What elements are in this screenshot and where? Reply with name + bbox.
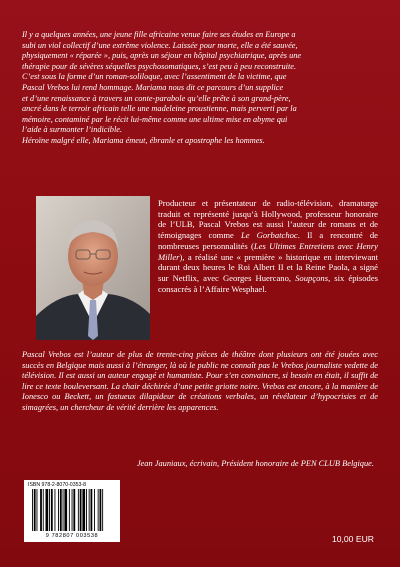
barcode-bar <box>91 489 93 531</box>
barcode-bar <box>78 489 79 531</box>
synopsis <box>22 30 378 147</box>
barcode-bar <box>64 489 67 531</box>
barcode-bar <box>60 489 62 531</box>
barcode-bar <box>102 489 103 531</box>
barcode-bar <box>98 489 99 531</box>
bio-text: ), a réalisé une « première » historique en interviewant durant deux heures le Roi Albert II et la Reine Paola, a signé sur Netflix, avec Georges Huercano, <box>158 251 378 283</box>
synopsis-line: Héroïne malgré elle, Mariama émeut, ébranle et apostrophe les hommes. <box>22 135 265 145</box>
barcode-bar <box>72 489 73 531</box>
barcode-bar <box>58 489 59 531</box>
author-photo <box>36 196 150 340</box>
barcode-bar <box>89 489 90 531</box>
barcode-bar <box>32 489 33 531</box>
bio-book-title: Le Gorbatchoc <box>240 230 298 241</box>
barcode-bar <box>49 489 50 531</box>
barcode-bar <box>63 489 64 531</box>
bio-book-title: Les Ultimes Entretiens avec Henry Miller <box>158 240 378 262</box>
quote-signature: Jean Jauniaux, écrivain, Président honoraire de PEN CLUB Belgique. <box>136 459 374 468</box>
barcode-bar <box>86 489 87 531</box>
barcode-bar <box>69 489 70 531</box>
synopsis-line: physiquement « réparée », puis, après un séjour en hôpital psychiatrique, après une <box>22 51 302 61</box>
barcode-bar <box>80 489 82 531</box>
barcode-bar <box>94 489 95 531</box>
author-bio <box>158 198 378 294</box>
bio-text: Producteur et présentateur de radio-télévision, dramaturge traduit et représenté jusqu’à Hollywood, professeur honoraire de l’ULB, Pascal Vrebos est aussi l’auteur de romans et de témoignages comme <box>158 198 378 241</box>
barcode-bar <box>100 489 102 531</box>
synopsis-line: thérapie pour de sévères séquelles psychosomatiques, s’est peu à peu reconstruite. <box>22 61 297 71</box>
barcode-bar <box>40 489 42 531</box>
synopsis-line: subi un viol collectif d’une extrême violence. Laissée pour morte, elle a été sauvée, <box>22 40 298 50</box>
barcode-panel <box>24 480 120 542</box>
barcode-bar <box>82 489 85 531</box>
barcode-icon <box>30 489 114 533</box>
synopsis-line: Il y a quelques années, une jeune fille africaine venue faire ses études en Europe a <box>22 30 296 39</box>
barcode-bar <box>51 489 53 531</box>
author-bio-text <box>158 198 378 294</box>
barcode-bar <box>43 489 44 531</box>
barcode-bar <box>34 489 36 531</box>
barcode-bar <box>46 489 49 531</box>
barcode-bar <box>55 489 56 531</box>
ean-digits: 9 782807 003538 <box>45 533 99 539</box>
synopsis-line: Pascal Vrebos lui rend hommage. Mariama nous dit ce parcours d’un supplice <box>22 82 284 92</box>
synopsis-line: ancré dans le terroir africain telle une madeleine proustienne, mais perverti par la <box>22 104 297 114</box>
author-portrait-icon <box>36 196 150 340</box>
synopsis-line: l’aide à surmonter l’indicible. <box>22 125 123 135</box>
author-presentation-text: Pascal Vrebos est l’auteur de plus de trente-cinq pièces de théâtre dont plusieurs ont été jouées avec succès en Belgique mais aussi à l’étranger, là où le public ne connaît pas le Vrebos journaliste vedette de télévision. Il est aussi un auteur engagé et humaniste. Pour s’en convaincre, si besoin en était, il suffit de lire ce texte bouleversant. La chair déchirée d’une petite griotte noire. Vrebos est encore, à la manière de Ionesco ou Beckett, un fastueux dilapideur de créations verbales, un révélateur d’hypocrisies et de simagrées, un chercheur de vérité derrière les apparences. <box>22 350 378 412</box>
bio-text: . Il a rencontré de nombreuses personnalités ( <box>158 230 378 251</box>
synopsis-line: mémoire, contaminé par le récit lui-même comme une ultime mise en abyme qui <box>22 114 288 124</box>
bio-series-title: Soupçons <box>295 272 329 283</box>
author-presentation <box>22 350 378 414</box>
barcode-bar <box>37 489 38 531</box>
bio-text: , six épisodes consacrés à l’Affaire Wesphael. <box>158 272 378 294</box>
synopsis-line: C’est sous la forme d’un roman-soliloque, avec l’assentiment de la victime, que <box>22 72 287 82</box>
barcode-bar <box>73 489 75 531</box>
isbn-label: ISBN 978-2-8070-0353-8 <box>28 482 86 488</box>
synopsis-line: et d’une renaissance à travers un conte-parabole qu’elle prête à son grand-père, <box>22 93 291 103</box>
price-label: 10,00 EUR <box>331 534 374 544</box>
